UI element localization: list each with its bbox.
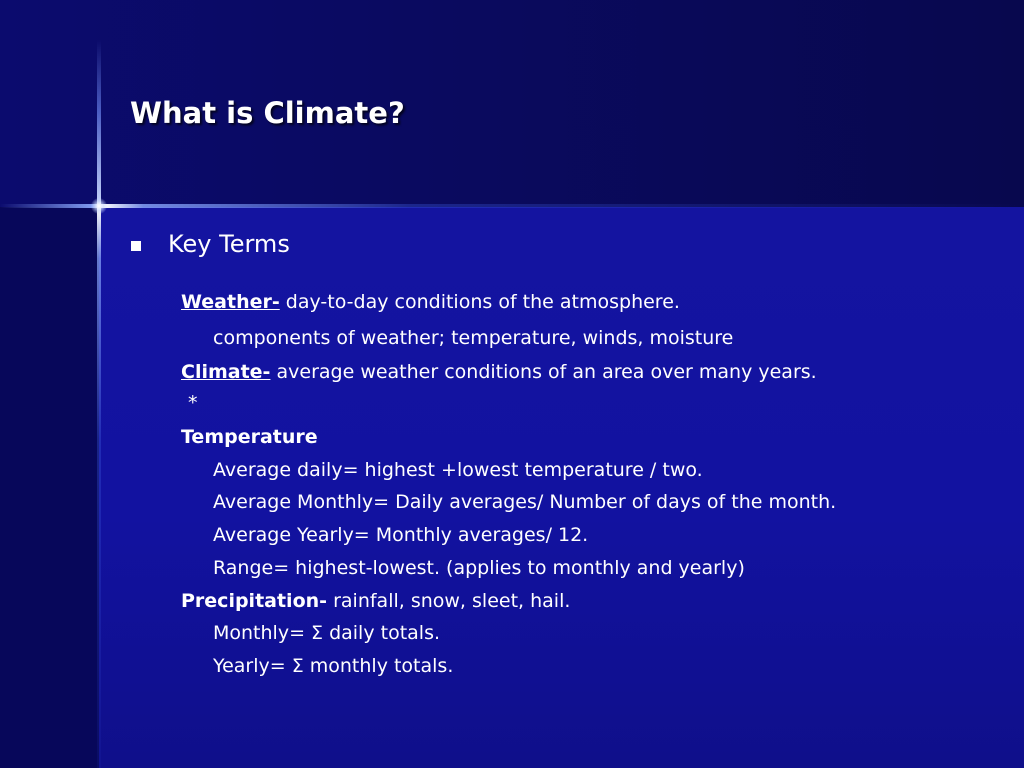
precipitation-term: Precipitation- [181,590,328,612]
precipitation-definition: rainfall, snow, sleet, hail. [327,590,571,612]
climate-line [181,360,817,384]
temperature-item: Range= highest-lowest. (applies to monthly and yearly) [213,557,745,579]
temperature-item: Average daily= highest +lowest temperature / two. [213,459,703,481]
vertical-accent-line [97,40,101,768]
climate-definition: average weather conditions of an area over many years. [270,361,817,383]
bullet-key-terms: Key Terms [168,230,290,258]
left-margin-band [0,207,99,768]
slide-title: What is Climate? [130,96,405,130]
weather-components: components of weather; temperature, winds, moisture [213,327,734,349]
climate-term: Climate- [181,361,271,383]
precipitation-item: Monthly= Σ daily totals. [213,622,441,644]
temperature-item: Average Yearly= Monthly averages/ 12. [213,524,589,546]
asterisk-note: * [188,392,198,414]
weather-line [181,290,680,314]
sparkle-icon [91,198,107,214]
precipitation-item: Yearly= Σ monthly totals. [213,655,454,677]
square-bullet-icon [131,241,141,251]
temperature-heading: Temperature [181,426,318,448]
temperature-item: Average Monthly= Daily averages/ Number of days of the month. [213,491,837,513]
precipitation-line [181,589,570,613]
weather-definition: day-to-day conditions of the atmosphere. [279,291,680,313]
horizontal-accent-line [0,204,1024,208]
weather-term: Weather- [181,291,280,313]
